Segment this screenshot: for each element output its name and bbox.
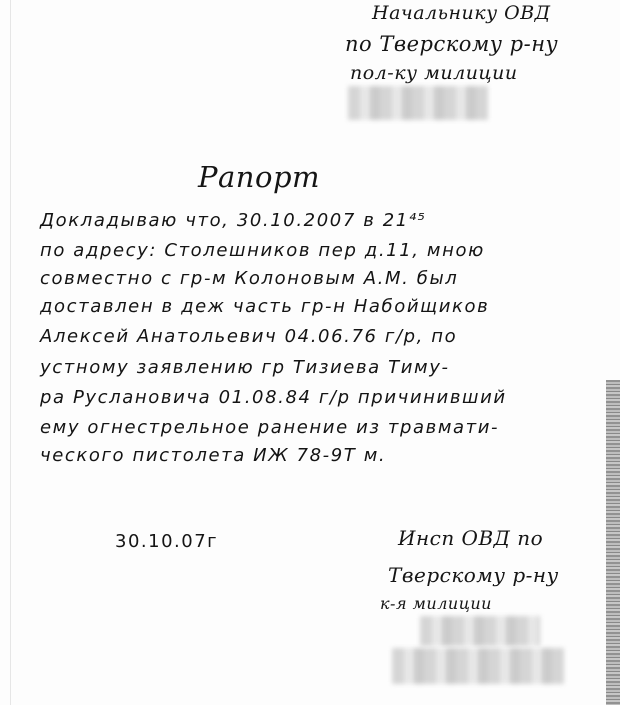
document-date: 30.10.07г [115,531,219,552]
body-line-3: совместно с гр-м Колоновым А.М. был [40,268,459,289]
redacted-signature-1 [420,616,540,646]
body-line-2: по адресу: Столешников пер д.11, мною [40,240,485,261]
document-title: Рапорт [198,160,321,194]
signature-line-1: Инсп ОВД по [398,526,544,550]
header-line-2: по Тверскому р-ну [345,32,559,56]
body-line-8: ему огнестрельное ранение из травмати- [40,417,500,438]
body-line-9: ческого пистолета ИЖ 78-9Т м. [40,445,387,466]
header-line-1: Начальнику ОВД [372,2,551,24]
header-line-3: пол-ку милиции [350,62,518,84]
redacted-signature-2 [392,648,564,684]
scan-edge-shadow [606,380,620,705]
body-line-1: Докладываю что, 30.10.2007 в 21⁴⁵ [40,210,427,231]
body-line-6: устному заявлению гр Тизиева Тиму- [40,357,450,378]
body-line-5: Алексей Анатольевич 04.06.76 г/р, по [40,326,458,347]
redacted-name-top [348,86,488,120]
signature-line-2: Тверскому р-ну [388,563,559,587]
signature-line-3: к-я милиции [380,594,492,613]
body-line-4: доставлен в деж часть гр-н Набойщиков [40,296,490,317]
page-edge-line [10,0,11,705]
body-line-7: ра Руслановича 01.08.84 г/р причинивший [40,387,507,408]
